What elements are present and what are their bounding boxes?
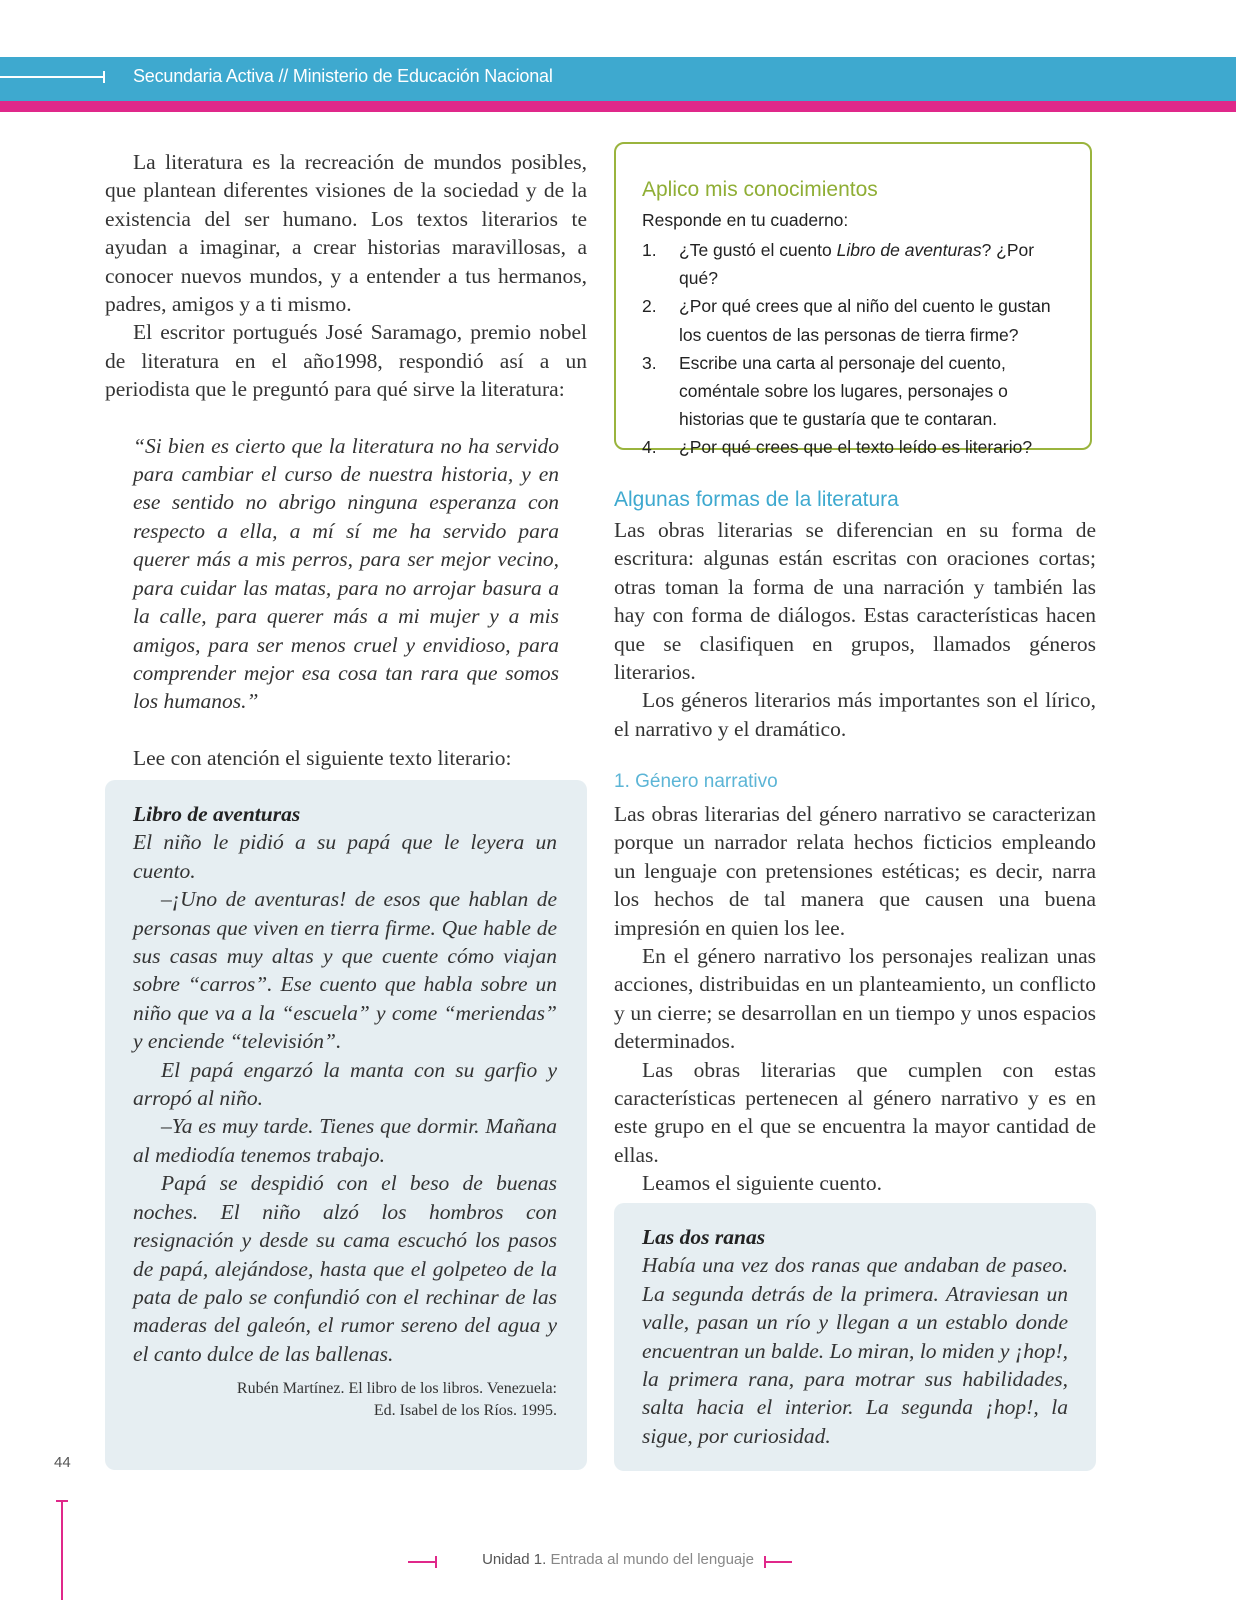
story-paragraph: –¡Uno de aventuras! de esos que hablan de personas que viven en tierra firme. Que hable de sus casas muy altas y que cuente cómo viajan sobre “carros”. Ese cuento que habla sobre un niño que va a la “escuela” y come “meriendas” y enciende “televisión”.: [133, 887, 557, 1054]
question-number: 4.: [642, 437, 657, 458]
lead-text: Lee con atención el siguiente texto literario:: [133, 745, 512, 770]
story-paragraph: –Ya es muy tarde. Tienes que dormir. Mañana al mediodía tenemos trabajo.: [133, 1114, 557, 1167]
credit-line: Ed. Isabel de los Ríos. 1995.: [373, 1402, 557, 1419]
narrativo-section: [614, 800, 1096, 1198]
question-item: [642, 349, 1072, 434]
left-column: [105, 148, 587, 772]
question-text: ¿Por qué crees que el texto leído es literario?: [679, 437, 1033, 458]
aplico-box: [614, 142, 1092, 458]
ranas-content: [642, 1223, 1068, 1450]
question-number: 3.: [642, 352, 657, 373]
subsection-heading: 1. Género narrativo: [614, 771, 778, 792]
question-text: ¿Te gustó el cuento Libro de aventuras? ¿Por qué?: [679, 240, 1035, 289]
question-text: Escribe una carta al personaje del cuento, coméntale sobre los lugares, personajes o historias que te gustaría que te contaran.: [679, 352, 1008, 430]
margin-rule: [61, 1500, 63, 1600]
ranas-text: Había una vez dos ranas que andaban de paseo. La segunda detrás de la primera. Atraviesan un valle, pasan un río y llegan a un establo donde encuentran un balde. Lo miran, lo miden y ¡hop!, la primera rana, para motrar sus habilidades, salta hacia el interior. La segunda ¡hop!, la sigue, por curiosidad.: [642, 1253, 1068, 1448]
question-number: 2.: [642, 296, 657, 317]
question-item: [642, 433, 1072, 461]
aplico-title: Aplico mis conocimientos: [642, 178, 878, 201]
narrativo-paragraph: En el género narrativo los personajes realizan unas acciones, distribuidas en un planteamiento, un conflicto y un cierre; se desarrollan en un tiempo y unos espacios determinados.: [614, 944, 1096, 1054]
story-paragraph: El papá engarzó la manta con su garfio y arropó al niño.: [133, 1057, 557, 1111]
question-item: [642, 236, 1072, 292]
intro-paragraph: La literatura es la recreación de mundos posibles, que plantean diferentes visiones de la sociedad y de la existencia del ser humano. Los textos literarios te ayudan a imaginar, a crear historias maravillosas, a conocer nuevos mundos, y a entender a tus hermanos, padres, amigos y a ti mismo.: [105, 150, 587, 317]
aplico-subtitle: Responde en tu cuaderno:: [642, 210, 849, 230]
ranas-title: Las dos ranas: [642, 1225, 766, 1249]
narrativo-paragraph: Las obras literarias que cumplen con estas características pertenecen al género narrativo y es en este grupo en el que se encuentra la mayor cantidad de ellas.: [614, 1057, 1096, 1167]
story-paragraph: Papá se despidió con el beso de buenas noches. El niño alzó los hombros con resignación y desde su cama escuchó los pasos de papá, alejándose, hasta que el golpeteo de la pata de palo se confundió con el rechinar de las maderas del galeón, el rumor sereno del agua y el canto dulce de las ballenas.: [133, 1171, 557, 1366]
header-rule-tick: [103, 71, 105, 83]
formas-paragraph: Las obras literarias se diferencian en su forma de escritura: algunas están escritas con oraciones cortas; otras toman la forma de una narración y también las hay con forma de diálogos. Estas características hacen que se clasifiquen en grupos, llamados géneros literarios.: [614, 518, 1096, 685]
section-heading: Algunas formas de la literatura: [614, 488, 899, 511]
story-paragraph: El niño le pidió a su papá que le leyera un cuento.: [133, 830, 557, 883]
credit-line: Rubén Martínez. El libro de los libros. Venezuela:: [236, 1380, 557, 1397]
header-title: Secundaria Activa // Ministerio de Educación Nacional: [133, 66, 553, 86]
formas-section: [614, 516, 1096, 743]
footer-title: Entrada al mundo del lenguaje: [546, 1551, 754, 1568]
story-credit: [137, 1378, 557, 1422]
question-text: ¿Por qué crees que al niño del cuento le gustan los cuentos de las personas de tierra firme?: [679, 296, 1051, 345]
page-number: 44: [54, 1454, 71, 1471]
story-box: [105, 780, 587, 1470]
header-rule: [0, 76, 104, 78]
story-content: [133, 800, 557, 1368]
footer: [0, 1551, 1236, 1568]
narrativo-paragraph: Leamos el siguiente cuento.: [642, 1171, 883, 1196]
ranas-story-box: [614, 1203, 1096, 1471]
footer-rule-right: [764, 1561, 792, 1563]
footer-unit: Unidad 1.: [482, 1551, 547, 1568]
saramago-paragraph: El escritor portugués José Saramago, premio nobel de literatura en el año1998, respondió así a un periodista que le preguntó para qué sirve la literatura:: [105, 320, 587, 402]
story-title: Libro de aventuras: [133, 802, 301, 826]
narrativo-paragraph: Las obras literarias del género narrativo se caracterizan porque un narrador relata hechos ficticios empleando un lenguaje con pretensiones estéticas; es decir, narra los hechos de tal manera que causen una buena impresión en quien los lee.: [614, 802, 1096, 940]
question-number: 1.: [642, 240, 657, 260]
header-accent-bar: [0, 101, 1236, 112]
saramago-quote: “Si bien es cierto que la literatura no ha servido para cambiar el curso de nuestra historia, y en ese sentido no abrigo ninguna esperanza con respecto a ella, a mí sí me ha servido para querer más a mis perros, para ser mejor vecino, para cuidar las matas, para no arrojar basura a la calle, para querer más a mi mujer y a mis amigos, para ser menos cruel y envidioso, para comprender mejor esa cosa tan rara que somos los humanos.”: [133, 433, 559, 714]
margin-rule-tick: [56, 1500, 68, 1502]
aplico-question-list: [642, 236, 1072, 462]
formas-paragraph: Los géneros literarios más importantes son el lírico, el narrativo y el dramático.: [614, 688, 1096, 741]
question-item: [642, 292, 1072, 348]
